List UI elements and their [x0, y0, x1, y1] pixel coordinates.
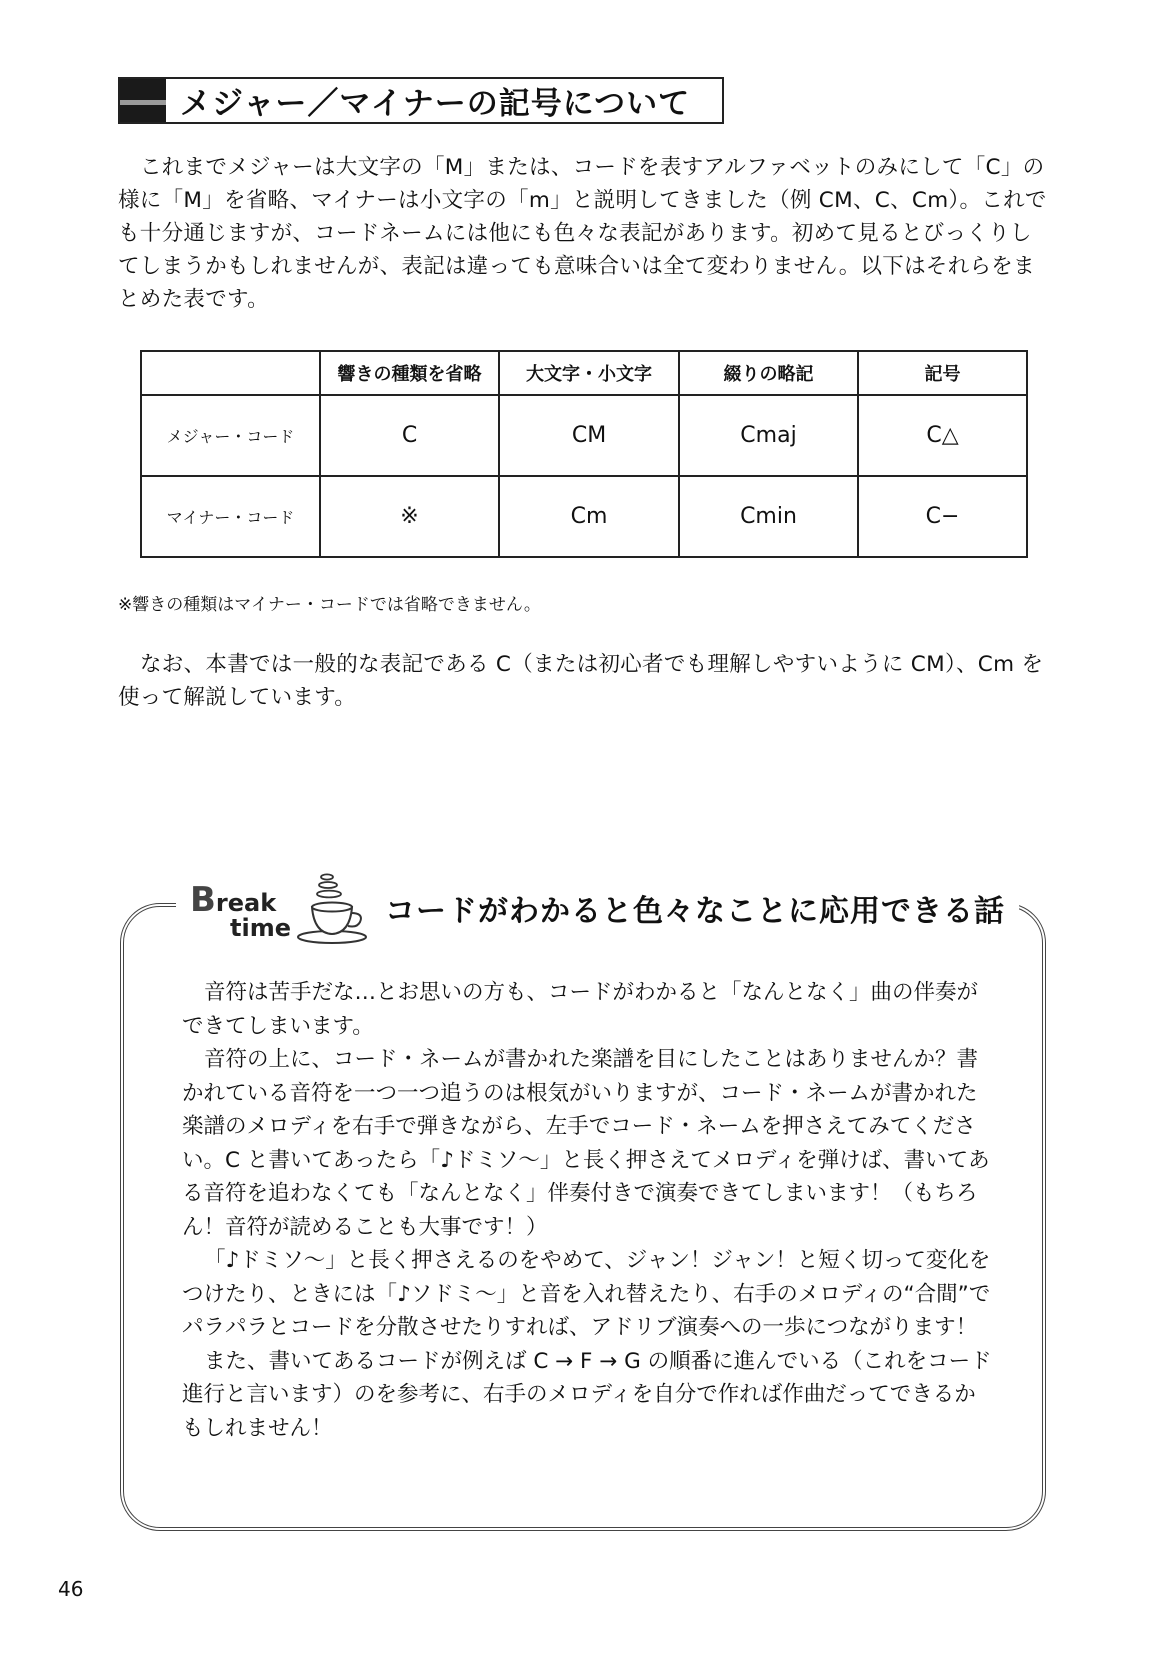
table-header-cell: 大文字・小文字: [499, 351, 679, 395]
table-header-cell: 綴りの略記: [679, 351, 858, 395]
table-cell: C△: [858, 395, 1027, 476]
intro-paragraph: これまでメジャーは大文字の「M」または、コードを表すアルファベットのみにして「C」の様に「M」を省略、マイナーは小文字の「m」と説明してきました（例 CM、C、Cm）。これでも十分通じますが、コードネームには他にも色々な表記があります。初めて見るとびっくりしてしまうかもしれませんが、表記は違っても意味合いは全て変わりません。以下はそれらをまとめた表です。: [118, 155, 1047, 312]
coffee-cup-icon: [296, 871, 371, 946]
table-row-label: メジャー・コード: [141, 395, 320, 476]
break-paragraph: また、書いてあるコードが例えば C → F → G の順番に進んでいる（これをコード進行と言います）のを参考に、右手のメロディを自分で作れば作曲だってできるかもしれません！: [182, 1348, 992, 1441]
page-number: 46: [58, 1577, 84, 1601]
break-paragraph: 「♪ドミソ〜」と長く押さえるのをやめて、ジャン！ジャン！と短く切って変化をつけたり、ときには「♪ソドミ〜」と音を入れ替えたり、右手のメロディの“合間”でパラパラとコードを分散させたりすれば、アドリブ演奏への一歩につながります！: [182, 1248, 991, 1340]
chord-notation-table: [140, 350, 1028, 558]
table-cell: Cmaj: [679, 395, 858, 476]
table-cell: Cmin: [679, 476, 858, 557]
break-time-logo: Break time: [190, 880, 291, 942]
table-header-cell: 響きの種類を省略: [320, 351, 499, 395]
break-time-header: [176, 872, 1019, 944]
table-cell: Cm: [499, 476, 679, 557]
table-header-cell: [141, 351, 320, 395]
section-title: メジャー／マイナーの記号について: [180, 86, 691, 122]
break-time-title: コードがわかると色々なことに応用できる話: [385, 894, 1005, 929]
table-cell: C−: [858, 476, 1027, 557]
table-header-row: [141, 351, 1027, 395]
table-row-minor: [141, 476, 1027, 557]
table-row-label: マイナー・コード: [141, 476, 320, 557]
table-cell: CM: [499, 395, 679, 476]
break-paragraph: 音符の上に、コード・ネームが書かれた楽譜を目にしたことはありませんか？書かれている音符を一つ一つ追うのは根気がいりますが、コード・ネームが書かれた楽譜のメロディを右手で弾きながら、左手でコード・ネームを押さえてみてください。C と書いてあったら「♪ドミソ〜」と長く押さえてメロディを弾けば、書いてある音符を追わなくても「なんとなく」伴奏付きで演奏できてしまいます！（もちろん！音符が読めることも大事です！）: [182, 1047, 990, 1240]
table-row-major: [141, 395, 1027, 476]
note-paragraph: なお、本書では一般的な表記である C（または初心者でも理解しやすいように CM）、Cm を使って解説しています。: [118, 652, 1044, 710]
table-cell: ※: [320, 476, 499, 557]
table-footnote: ※響きの種類はマイナー・コードでは省略できません。: [118, 595, 541, 615]
table-header-cell: 記号: [858, 351, 1027, 395]
heading-bar-decoration: [120, 79, 166, 122]
break-paragraph: 音符は苦手だな…とお思いの方も、コードがわかると「なんとなく」曲の伴奏ができてしまいます。: [182, 980, 979, 1039]
table-cell: C: [320, 395, 499, 476]
section-heading: [118, 77, 724, 124]
break-time-body: [182, 976, 992, 1445]
